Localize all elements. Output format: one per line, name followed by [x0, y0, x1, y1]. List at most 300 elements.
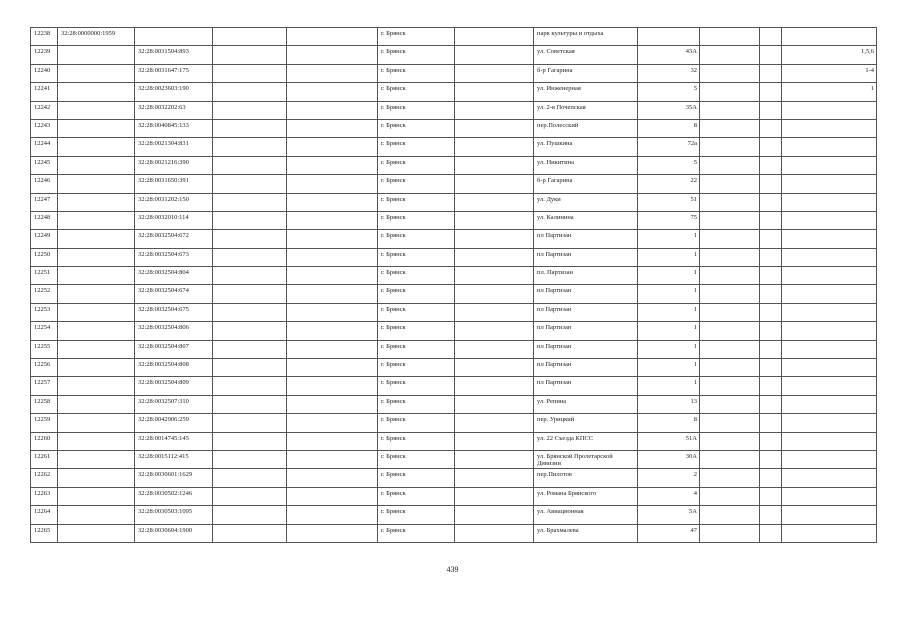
- page-number: 439: [446, 565, 459, 574]
- cell-empty: [213, 230, 287, 248]
- cell-cadastral-number: 32:28:0030601:1629: [135, 469, 213, 487]
- cell-empty: [760, 450, 782, 468]
- cell-empty: [455, 119, 534, 137]
- cell-cadastral-number: 32:28:0032504:672: [135, 230, 213, 248]
- cell-empty: [287, 138, 378, 156]
- cell-empty: [760, 230, 782, 248]
- cell-street: ул. Инженерная: [534, 83, 638, 101]
- cell-city: г. Брянск: [378, 64, 455, 82]
- cell-house: [638, 28, 700, 46]
- cell-empty: [455, 506, 534, 524]
- cell-extra-cadastral: [58, 450, 135, 468]
- cell-street: парк культуры и отдыха: [534, 28, 638, 46]
- cell-cadastral-number: 32:28:0042906:259: [135, 414, 213, 432]
- cell-empty: [287, 340, 378, 358]
- cell-city: г. Брянск: [378, 28, 455, 46]
- cell-empty: [287, 248, 378, 266]
- cell-city: г. Брянск: [378, 175, 455, 193]
- cell-extra-cadastral: [58, 211, 135, 229]
- cell-empty: [287, 285, 378, 303]
- cell-empty: [455, 64, 534, 82]
- cell-house: 1: [638, 303, 700, 321]
- table-row: [31, 267, 877, 285]
- cell-apartments: [782, 432, 877, 450]
- cell-empty: [760, 469, 782, 487]
- cell-empty: [455, 395, 534, 413]
- cell-empty: [760, 267, 782, 285]
- cell-apartments: [782, 248, 877, 266]
- cell-extra-cadastral: [58, 506, 135, 524]
- cell-house: 43А: [638, 46, 700, 64]
- cell-street: пл. Партизан: [534, 267, 638, 285]
- cell-extra-cadastral: [58, 414, 135, 432]
- cell-street: ул. Романа Брянского: [534, 487, 638, 505]
- cell-row-id: 12261: [31, 450, 58, 468]
- cell-empty: [287, 267, 378, 285]
- cell-city: г. Брянск: [378, 340, 455, 358]
- cell-house: 32: [638, 64, 700, 82]
- table-row: [31, 193, 877, 211]
- cell-extra-cadastral: 32:28:0000000:1959: [58, 28, 135, 46]
- cell-apartments: [782, 340, 877, 358]
- cell-empty: [760, 156, 782, 174]
- cell-empty: [213, 322, 287, 340]
- cell-empty: [213, 83, 287, 101]
- table-row: [31, 377, 877, 395]
- table-row: [31, 101, 877, 119]
- cell-cadastral-number: 32:28:0032504:804: [135, 267, 213, 285]
- cell-empty: [760, 395, 782, 413]
- registry-table-body: [31, 28, 877, 543]
- cell-empty: [700, 46, 760, 64]
- cell-empty: [213, 267, 287, 285]
- cell-city: г. Брянск: [378, 193, 455, 211]
- cell-apartments: 1,5,6: [782, 46, 877, 64]
- cell-empty: [455, 101, 534, 119]
- cell-row-id: 12238: [31, 28, 58, 46]
- cell-empty: [213, 138, 287, 156]
- cell-city: г. Брянск: [378, 156, 455, 174]
- cell-cadastral-number: 32:28:0032202:63: [135, 101, 213, 119]
- cell-extra-cadastral: [58, 64, 135, 82]
- cell-street: пл Партизан: [534, 248, 638, 266]
- cell-empty: [213, 119, 287, 137]
- cell-row-id: 12239: [31, 46, 58, 64]
- cell-empty: [213, 487, 287, 505]
- cell-street: б-р Гагарина: [534, 175, 638, 193]
- cell-cadastral-number: 32:28:0023603:190: [135, 83, 213, 101]
- cell-cadastral-number: 32:28:0032010:114: [135, 211, 213, 229]
- cell-empty: [700, 101, 760, 119]
- cell-apartments: [782, 267, 877, 285]
- cell-empty: [213, 64, 287, 82]
- cell-row-id: 12262: [31, 469, 58, 487]
- cell-cadastral-number: 32:28:0032504:807: [135, 340, 213, 358]
- cell-cadastral-number: 32:28:0031202:150: [135, 193, 213, 211]
- cell-cadastral-number: 32:28:0032504:809: [135, 377, 213, 395]
- cell-empty: [700, 359, 760, 377]
- cell-empty: [760, 322, 782, 340]
- cell-city: г. Брянск: [378, 450, 455, 468]
- cell-row-id: 12246: [31, 175, 58, 193]
- cell-apartments: [782, 395, 877, 413]
- cell-city: г. Брянск: [378, 414, 455, 432]
- cell-empty: [213, 359, 287, 377]
- cell-cadastral-number: 32:28:0032504:673: [135, 248, 213, 266]
- cell-empty: [700, 193, 760, 211]
- cell-row-id: 12251: [31, 267, 58, 285]
- cell-street: пл Партизан: [534, 230, 638, 248]
- table-row: [31, 138, 877, 156]
- cell-cadastral-number: [135, 28, 213, 46]
- cell-street: пл Партизан: [534, 340, 638, 358]
- cell-apartments: [782, 230, 877, 248]
- cell-empty: [700, 469, 760, 487]
- cell-house: 5: [638, 156, 700, 174]
- cell-empty: [287, 175, 378, 193]
- cell-apartments: 1-4: [782, 64, 877, 82]
- cell-empty: [700, 487, 760, 505]
- cell-empty: [213, 28, 287, 46]
- cell-empty: [213, 524, 287, 542]
- cell-house: 1: [638, 377, 700, 395]
- cell-empty: [287, 28, 378, 46]
- cell-row-id: 12247: [31, 193, 58, 211]
- cell-row-id: 12257: [31, 377, 58, 395]
- cell-house: 22: [638, 175, 700, 193]
- cell-empty: [287, 414, 378, 432]
- cell-apartments: [782, 359, 877, 377]
- cell-empty: [455, 230, 534, 248]
- cell-street: пер.Пилотов: [534, 469, 638, 487]
- cell-empty: [213, 414, 287, 432]
- cell-empty: [287, 211, 378, 229]
- cell-row-id: 12264: [31, 506, 58, 524]
- cell-house: 4: [638, 487, 700, 505]
- cell-house: 13: [638, 395, 700, 413]
- cell-empty: [700, 450, 760, 468]
- cell-empty: [700, 285, 760, 303]
- cell-row-id: 12263: [31, 487, 58, 505]
- cell-street: ул. Репина: [534, 395, 638, 413]
- cell-extra-cadastral: [58, 377, 135, 395]
- cell-empty: [760, 193, 782, 211]
- cell-city: г. Брянск: [378, 506, 455, 524]
- cell-cadastral-number: 32:28:0032504:675: [135, 303, 213, 321]
- cell-empty: [700, 156, 760, 174]
- cell-empty: [287, 64, 378, 82]
- cell-row-id: 12248: [31, 211, 58, 229]
- cell-apartments: [782, 322, 877, 340]
- cell-extra-cadastral: [58, 248, 135, 266]
- cell-empty: [760, 101, 782, 119]
- cell-empty: [213, 432, 287, 450]
- cell-apartments: [782, 414, 877, 432]
- cell-extra-cadastral: [58, 303, 135, 321]
- cell-city: г. Брянск: [378, 119, 455, 137]
- cell-extra-cadastral: [58, 119, 135, 137]
- cell-street: б-р Гагарина: [534, 64, 638, 82]
- cell-city: г. Брянск: [378, 487, 455, 505]
- cell-extra-cadastral: [58, 230, 135, 248]
- cell-empty: [700, 395, 760, 413]
- cell-row-id: 12241: [31, 83, 58, 101]
- cell-street: пл Партизан: [534, 303, 638, 321]
- table-row: [31, 46, 877, 64]
- cell-empty: [760, 211, 782, 229]
- cell-house: 2: [638, 469, 700, 487]
- cell-cadastral-number: 32:28:0031504:893: [135, 46, 213, 64]
- cell-cadastral-number: 32:28:0032504:808: [135, 359, 213, 377]
- table-row: [31, 230, 877, 248]
- table-row: [31, 303, 877, 321]
- cell-empty: [455, 175, 534, 193]
- cell-extra-cadastral: [58, 469, 135, 487]
- cell-empty: [700, 248, 760, 266]
- cell-extra-cadastral: [58, 156, 135, 174]
- cell-empty: [287, 506, 378, 524]
- cell-empty: [700, 524, 760, 542]
- cell-empty: [455, 285, 534, 303]
- cell-extra-cadastral: [58, 487, 135, 505]
- cell-empty: [287, 432, 378, 450]
- cell-empty: [213, 303, 287, 321]
- cell-extra-cadastral: [58, 193, 135, 211]
- cell-city: г. Брянск: [378, 46, 455, 64]
- cell-row-id: 12258: [31, 395, 58, 413]
- table-row: [31, 414, 877, 432]
- cell-house: 51: [638, 193, 700, 211]
- cell-empty: [700, 377, 760, 395]
- table-row: [31, 285, 877, 303]
- cell-apartments: [782, 524, 877, 542]
- cell-extra-cadastral: [58, 359, 135, 377]
- cell-empty: [287, 377, 378, 395]
- cell-extra-cadastral: [58, 46, 135, 64]
- cell-empty: [455, 211, 534, 229]
- cell-apartments: [782, 303, 877, 321]
- cell-street: ул. Калинина: [534, 211, 638, 229]
- cell-extra-cadastral: [58, 285, 135, 303]
- cell-empty: [700, 322, 760, 340]
- cell-empty: [760, 46, 782, 64]
- cell-empty: [287, 322, 378, 340]
- cell-apartments: [782, 101, 877, 119]
- cell-city: г. Брянск: [378, 469, 455, 487]
- cell-empty: [455, 138, 534, 156]
- cell-street: пл Партизан: [534, 377, 638, 395]
- cell-empty: [287, 450, 378, 468]
- cell-cadastral-number: 32:28:0031650:391: [135, 175, 213, 193]
- cell-empty: [287, 230, 378, 248]
- cell-street: ул. 2-я Почепская: [534, 101, 638, 119]
- cell-house: 1: [638, 359, 700, 377]
- cell-city: г. Брянск: [378, 524, 455, 542]
- cell-row-id: 12259: [31, 414, 58, 432]
- cell-empty: [455, 156, 534, 174]
- cell-empty: [455, 450, 534, 468]
- cell-row-id: 12252: [31, 285, 58, 303]
- cell-row-id: 12265: [31, 524, 58, 542]
- cell-house: 1: [638, 267, 700, 285]
- cell-street: пл Партизан: [534, 322, 638, 340]
- cell-apartments: [782, 28, 877, 46]
- table-row: [31, 322, 877, 340]
- cell-row-id: 12243: [31, 119, 58, 137]
- cell-extra-cadastral: [58, 340, 135, 358]
- cell-cadastral-number: 32:28:0032507:310: [135, 395, 213, 413]
- cell-empty: [700, 230, 760, 248]
- cell-empty: [760, 64, 782, 82]
- cell-empty: [760, 487, 782, 505]
- table-row: [31, 340, 877, 358]
- cell-empty: [700, 119, 760, 137]
- cell-cadastral-number: 32:28:0021216:390: [135, 156, 213, 174]
- cell-empty: [760, 28, 782, 46]
- cell-empty: [455, 469, 534, 487]
- cell-empty: [287, 101, 378, 119]
- cell-cadastral-number: 32:28:0030604:1900: [135, 524, 213, 542]
- table-row: [31, 248, 877, 266]
- cell-cadastral-number: 32:28:0021304:831: [135, 138, 213, 156]
- cell-extra-cadastral: [58, 395, 135, 413]
- cell-apartments: [782, 450, 877, 468]
- table-row: [31, 28, 877, 46]
- cell-empty: [700, 28, 760, 46]
- cell-empty: [213, 156, 287, 174]
- cell-empty: [700, 303, 760, 321]
- cell-cadastral-number: 32:28:0014745:145: [135, 432, 213, 450]
- cell-house: 51А: [638, 432, 700, 450]
- cell-row-id: 12260: [31, 432, 58, 450]
- cell-empty: [455, 322, 534, 340]
- cell-empty: [455, 359, 534, 377]
- cell-apartments: [782, 193, 877, 211]
- cell-empty: [455, 28, 534, 46]
- cell-street: пл Партизан: [534, 285, 638, 303]
- cell-empty: [760, 506, 782, 524]
- cell-empty: [213, 211, 287, 229]
- cell-empty: [760, 248, 782, 266]
- table-row: [31, 395, 877, 413]
- cell-house: 5: [638, 83, 700, 101]
- cell-street: ул. Брахмалева: [534, 524, 638, 542]
- cell-extra-cadastral: [58, 322, 135, 340]
- cell-empty: [287, 46, 378, 64]
- cell-city: г. Брянск: [378, 248, 455, 266]
- cell-empty: [213, 175, 287, 193]
- cell-empty: [213, 248, 287, 266]
- cell-empty: [700, 506, 760, 524]
- cell-apartments: [782, 211, 877, 229]
- cell-empty: [700, 175, 760, 193]
- cell-apartments: [782, 285, 877, 303]
- cell-empty: [455, 340, 534, 358]
- cell-cadastral-number: 32:28:0031647:175: [135, 64, 213, 82]
- cell-house: 35А: [638, 101, 700, 119]
- cell-row-id: 12255: [31, 340, 58, 358]
- cell-apartments: [782, 119, 877, 137]
- cell-extra-cadastral: [58, 101, 135, 119]
- cell-row-id: 12250: [31, 248, 58, 266]
- cell-row-id: 12254: [31, 322, 58, 340]
- cell-city: г. Брянск: [378, 83, 455, 101]
- cell-empty: [213, 193, 287, 211]
- cell-street: пер.Полесский: [534, 119, 638, 137]
- table-row: [31, 469, 877, 487]
- cell-city: г. Брянск: [378, 432, 455, 450]
- cell-empty: [287, 193, 378, 211]
- table-row: [31, 359, 877, 377]
- cell-empty: [700, 83, 760, 101]
- cell-city: г. Брянск: [378, 377, 455, 395]
- cell-empty: [213, 469, 287, 487]
- cell-empty: [455, 432, 534, 450]
- cell-row-id: 12240: [31, 64, 58, 82]
- cell-empty: [700, 211, 760, 229]
- cell-row-id: 12242: [31, 101, 58, 119]
- cell-row-id: 12249: [31, 230, 58, 248]
- cell-city: г. Брянск: [378, 359, 455, 377]
- cell-row-id: 12253: [31, 303, 58, 321]
- cell-extra-cadastral: [58, 83, 135, 101]
- cell-empty: [213, 340, 287, 358]
- cell-empty: [455, 377, 534, 395]
- table-row: [31, 506, 877, 524]
- cell-empty: [760, 377, 782, 395]
- cell-empty: [455, 267, 534, 285]
- cell-house: 1: [638, 322, 700, 340]
- cell-city: г. Брянск: [378, 230, 455, 248]
- cell-empty: [700, 432, 760, 450]
- cell-house: 1: [638, 248, 700, 266]
- cell-empty: [760, 138, 782, 156]
- cell-city: г. Брянск: [378, 211, 455, 229]
- table-row: [31, 450, 877, 468]
- cell-cadastral-number: 32:28:0015112:415: [135, 450, 213, 468]
- cell-empty: [213, 285, 287, 303]
- cell-cadastral-number: 32:28:0030502:1246: [135, 487, 213, 505]
- cell-empty: [760, 175, 782, 193]
- cell-street: ул. Авиационная: [534, 506, 638, 524]
- table-row: [31, 487, 877, 505]
- cell-apartments: [782, 156, 877, 174]
- cell-apartments: [782, 138, 877, 156]
- cell-cadastral-number: 32:28:0030503:1095: [135, 506, 213, 524]
- cell-empty: [760, 340, 782, 358]
- cell-empty: [287, 395, 378, 413]
- cell-empty: [213, 395, 287, 413]
- cell-empty: [287, 156, 378, 174]
- cell-empty: [213, 450, 287, 468]
- cell-row-id: 12245: [31, 156, 58, 174]
- cell-city: г. Брянск: [378, 395, 455, 413]
- cell-extra-cadastral: [58, 175, 135, 193]
- cell-empty: [213, 377, 287, 395]
- cell-cadastral-number: 32:28:0040845:133: [135, 119, 213, 137]
- cell-row-id: 12244: [31, 138, 58, 156]
- cell-house: 30А: [638, 450, 700, 468]
- cell-house: 1: [638, 285, 700, 303]
- cell-house: 8: [638, 119, 700, 137]
- cell-city: г. Брянск: [378, 285, 455, 303]
- cell-house: 72а: [638, 138, 700, 156]
- cell-empty: [700, 138, 760, 156]
- cell-apartments: [782, 487, 877, 505]
- cell-street: ул. Никитина: [534, 156, 638, 174]
- cell-empty: [700, 340, 760, 358]
- table-row: [31, 156, 877, 174]
